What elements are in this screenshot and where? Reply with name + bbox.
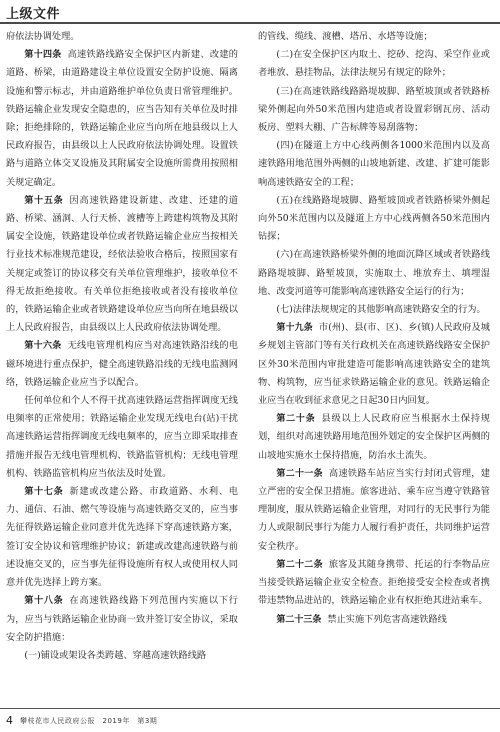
- paragraph-text: 禁止实施下列危害高速铁路线: [327, 613, 447, 625]
- article-number: 第二十三条: [276, 614, 322, 625]
- paragraph: [258, 556, 490, 611]
- paragraph-text: 的管线、缆线、渡槽、塔吊、水塔等设施；: [258, 31, 433, 42]
- article-number: 第十八条: [24, 596, 64, 607]
- paragraph-text: 因高速铁路建设新建、改建、还建的道路、桥梁、涵洞、人行天桥、渡槽等上跨建构筑物及其附属安全设施，铁路建设单位或者铁路运输企业应当按相关行业技术标准规范建设，经依法验收合格后，按照国家有关规定或签订的协议移交有关单位管理维护，接收单位不得无故拒绝接收。有关单位拒绝接收或者没有接收单位的，铁路运输企业或者铁路建设单位应当向所在地县级以上人民政府报告，由县级以上人民政府依法协调处理。: [6, 194, 238, 334]
- paragraph: [258, 611, 490, 629]
- paragraph-text: 县级以上人民政府应当根据水土保持规划，组织对高速铁路用地范围外划定的安全保护区两侧的山坡地实施水土保持措施，防治水土流失。: [258, 413, 490, 461]
- page-footer: [0, 708, 500, 732]
- paragraph: [6, 592, 238, 647]
- paragraph: [258, 301, 490, 319]
- paragraph: [258, 319, 490, 410]
- paragraph-text: 任何单位和个人不得干扰高速铁路运营指挥调度无线电频率的正常使用；铁路运输企业发现无线电台(站)干扰高速铁路运营指挥调度无线电频率的，应当立即采取排查措施并报告无线电管理机构、铁路监管机构；无线电管理机构、铁路监管机构应当依法及时处置。: [6, 395, 238, 479]
- right-column: [258, 28, 490, 629]
- paragraph: [6, 46, 238, 192]
- paragraph-text: (一)铺设或架设各类跨越、穿越高速铁路线路: [24, 649, 207, 661]
- paragraph: [258, 246, 490, 301]
- paragraph-text: 高速铁路线路安全保护区内新建、改建的道路、桥梁，由道路建设主单位设置安全防护设施、隔离设施和警示标志，并由道路维护单位负责日常管理维护。铁路运输企业发现安全隐患的，应当告知有关单位及时排除；拒绝排除的，铁路运输企业应当向所在地县级以上人民政府报告，由县级以上人民政府依法协调处理。设置铁路与道路立体交叉设施及其附属安全设施所需费用按照相关规定确定。: [6, 49, 238, 188]
- article-number: 第二十条: [276, 414, 316, 425]
- article-number: 第十九条: [276, 323, 313, 334]
- article-number: 第十七条: [24, 487, 64, 498]
- paragraph: [258, 192, 490, 247]
- paragraph: [258, 28, 490, 46]
- paragraph: [258, 137, 490, 192]
- paragraph: [6, 392, 238, 483]
- page-header: [0, 0, 500, 28]
- paragraph-text: 府依法协调处理。: [6, 31, 80, 42]
- paragraph-text: 市(州)、县(市、区)、乡(镇)人民政府及城乡规划主管部门等有关行政机关在高速铁路线路安全保护区外30米范围内审批建造可能影响高速铁路安全的建筑物、构筑物，应当征求铁路运输企业的意见。铁路运输企业应当在收到征求意见之日起30日内回复。: [258, 322, 490, 407]
- paragraph-text: 旅客及其随身携带、托运的行李物品应当接受铁路运输企业安全检查。拒绝接受安全检查或者携带违禁物品进站的，铁路运输企业有权拒绝其进站乘车。: [258, 558, 490, 607]
- article-number: 第二十一条: [276, 468, 323, 479]
- paragraph: [6, 337, 238, 392]
- paragraph: [258, 465, 490, 556]
- paragraph-text: 在高速铁路线路下列范围内实施以下行为，应当与铁路运输企业协商一致并签订安全协议，采取安全防护措施：: [6, 595, 238, 643]
- paragraph-text: (五)在线路路堤坡脚、路堑坡顶或者铁路桥梁外侧起向外50米范围内以及隧道上方中心线两侧各50米范围内钻探；: [258, 194, 490, 243]
- paragraph-text: 新建或改建公路、市政道路、水利、电力、通信、石油、燃气等设施与高速铁路交叉的，应当事先征得铁路运输企业同意并优先选择下穿高速铁路方案，签订安全协议和管理维护协议；新建或改建高速铁路与前述设施交叉的，应当事先征得设施所有权人或使用权人同意并优先选择上跨方案。: [6, 486, 238, 589]
- article-number: 第十四条: [24, 50, 62, 61]
- paragraph-text: (二)在安全保护区内取土、挖砂、挖沟、采空作业或者堆放、悬挂物品，法律法规另有规定的除外；: [258, 49, 490, 79]
- article-number: 第十五条: [24, 195, 64, 206]
- header-rule: [0, 22, 500, 24]
- paragraph: [6, 192, 238, 338]
- article-number: 第十六条: [24, 341, 62, 352]
- footer-rule: [0, 708, 500, 709]
- publication-info: 攀枝花市人民政府公报 2019年 第3期: [20, 717, 158, 725]
- paragraph-text: 无线电管理机构应当对高速铁路沿线的电磁环境进行重点保护，健全高速铁路沿线的无线电监测网络，铁路运输企业应当予以配合。: [6, 340, 238, 388]
- paragraph: [6, 483, 238, 592]
- article-number: 第二十二条: [276, 559, 323, 570]
- paragraph-text: (七)法律法规规定的其他影响高速铁路安全的行为。: [276, 304, 486, 316]
- paragraph-text: (三)在高速铁路线路路堤坡脚、路堑坡顶或者铁路桥梁外侧起向外50米范围内建造或者设置彩钢瓦房、活动板房、塑料大棚、广告标牌等易刮落物；: [258, 85, 490, 134]
- paragraph: [258, 83, 490, 138]
- paragraph: [258, 46, 490, 82]
- paragraph: [6, 28, 238, 46]
- paragraph-text: (四)在隧道上方中心线两侧各1000米范围内以及高速铁路用地范围外两侧的山坡地新建、改建、扩建可能影响高速铁路安全的工程；: [258, 140, 490, 188]
- paragraph-text: (六)在高速铁路桥梁外侧的地面沉降区域或者铁路线路路堤坡脚、路堑坡顶，实施取土、堆放弃土、填埋湿地、改变河道等可能影响高速铁路安全运行的行为；: [258, 249, 490, 297]
- page-number: 4: [6, 714, 13, 727]
- paragraph: [258, 410, 490, 465]
- paragraph: [6, 647, 238, 665]
- left-column: [6, 28, 238, 665]
- paragraph-text: 高速铁路车站应当实行封闭式管理，建立严密的安全保卫措施。旅客进站、乘车应当遵守铁路管理制度，服从铁路运输企业管理，对同行的无民事行为能力人或限制民事行为能力人履行看护责任，共同维护运营安全秩序。: [258, 467, 490, 552]
- section-title: 上级文件: [6, 6, 61, 21]
